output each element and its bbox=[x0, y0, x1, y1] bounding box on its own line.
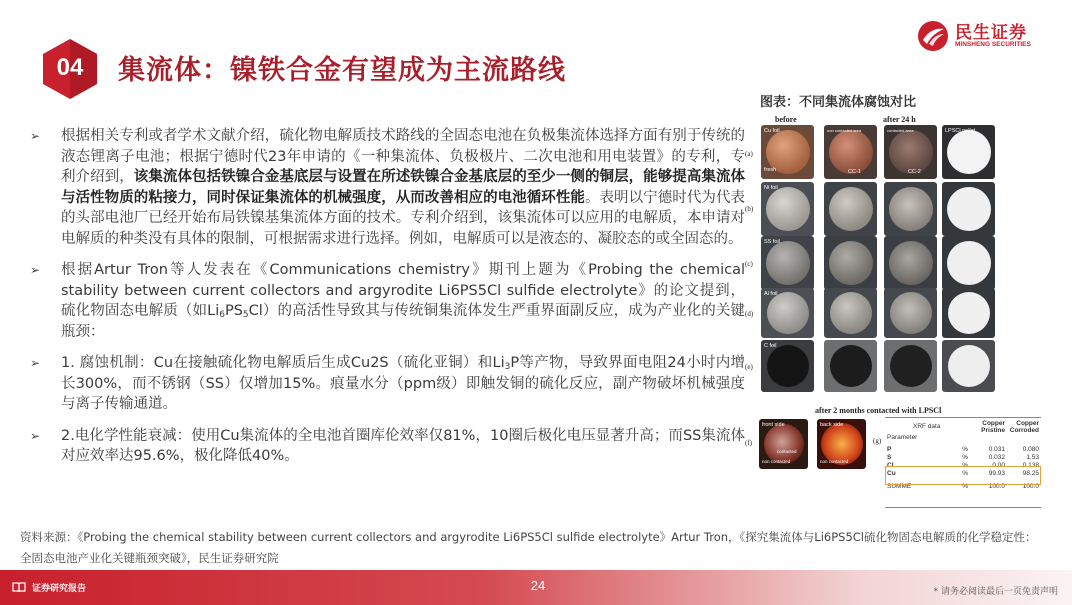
xrf-cell: 100.0 bbox=[988, 483, 1005, 490]
photo-tag: front side bbox=[762, 422, 785, 428]
xrf-cell: Cu bbox=[887, 470, 896, 477]
table-row-highlighted bbox=[885, 454, 1041, 462]
text-run: 1. 腐蚀机制：Cu在接触硫化物电解质后生成Cu2S（硫化亚铜）和Li bbox=[61, 355, 505, 371]
xrf-cell: 0.031 bbox=[988, 446, 1005, 453]
photo-tag: Ni foil bbox=[764, 185, 778, 191]
xrf-cell: 1.53 bbox=[1026, 454, 1039, 461]
disclaimer-note: * 请务必阅读最后一页免责声明 bbox=[933, 587, 1058, 597]
table-rule bbox=[885, 507, 1041, 508]
arrow-bullet-icon: ➢ bbox=[30, 129, 41, 143]
logo-text-en: MINSHENG SECURITIES bbox=[955, 41, 1031, 48]
text-run: P等产物，导致界面电阻24小时内增长300%，而不锈钢（SS）仅增加15%。痕量水分（ppm级）即触发铜的硫化反应，副产物破坏机械强度与离子传输通道。 bbox=[61, 355, 746, 412]
bold-text: 该集流体包括铁镍合金基底层与设置在所述铁镍合金基底层的至少一侧的铜层，能够提高集流体与活性物质的粘接力，同时保证集流体的机械强度，从而改善相应的电池循环性能 bbox=[61, 169, 746, 206]
photo-cu-noncontacted bbox=[824, 125, 877, 179]
xrf-cell: Cl bbox=[887, 462, 894, 469]
photo-tag: fresh bbox=[764, 167, 777, 173]
xrf-cell: SUMME bbox=[887, 483, 912, 490]
photo-tag: contacted bbox=[777, 449, 797, 454]
photo-cu-contacted bbox=[884, 125, 937, 179]
footer-bar bbox=[0, 570, 1072, 605]
subscript-text: 5 bbox=[242, 310, 249, 320]
xrf-param-label: Parameter bbox=[887, 434, 918, 441]
table-row bbox=[885, 446, 1041, 454]
xrf-header: Copper Pristine bbox=[981, 420, 1005, 434]
bullet-item bbox=[30, 353, 745, 415]
arrow-bullet-icon: ➢ bbox=[30, 263, 41, 277]
photo-al-after-1 bbox=[824, 288, 877, 338]
footer-report-label: 证券研究报告 bbox=[32, 584, 87, 594]
xrf-cell: 98.25 bbox=[1022, 470, 1039, 477]
after-2-months-label: after 2 months contacted with LPSCl bbox=[815, 406, 942, 415]
photo-tag: CC-1 bbox=[848, 169, 861, 175]
highlight-box bbox=[885, 466, 1041, 485]
photo-tag: Al foil bbox=[764, 291, 778, 297]
xrf-cell: % bbox=[962, 462, 968, 469]
bullet-item bbox=[30, 426, 745, 467]
book-icon bbox=[12, 582, 26, 593]
text-run: PS bbox=[224, 303, 243, 319]
photo-al-pellet bbox=[942, 288, 995, 338]
xrf-table-panel bbox=[873, 417, 1041, 517]
photo-f-back bbox=[817, 419, 866, 469]
bullet-item bbox=[30, 260, 745, 342]
xrf-header bbox=[960, 420, 973, 434]
logo-text-cn: 民生证券 bbox=[955, 23, 1027, 43]
brand-logo bbox=[917, 18, 1042, 54]
xrf-header: Copper Corroded bbox=[1009, 420, 1039, 434]
text-run: 根据Artur Tron等人发表在《Communications chemistry》期刊上题为《Probing the chemical stability between current collectors and argyrodite Li6PS5Cl sulfide electrolyte》的论文提到，硫化物固态电解质（如Li bbox=[61, 262, 745, 319]
photo-ni-before bbox=[761, 182, 814, 236]
photo-tag: non contacted bbox=[820, 459, 849, 464]
photo-c-after-1 bbox=[824, 340, 877, 392]
photo-tag: CC-2 bbox=[908, 169, 921, 175]
photo-al-before bbox=[761, 288, 814, 338]
photo-lpscl-pellet bbox=[942, 125, 995, 179]
photo-tag: non contacted bbox=[762, 459, 791, 464]
panel-label-f: (f) bbox=[745, 439, 752, 447]
photo-ni-after-1 bbox=[824, 182, 877, 236]
xrf-cell: % bbox=[962, 470, 968, 477]
section-number: 04 bbox=[56, 54, 84, 81]
source-note: 资料来源：《Probing the chemical stability between current collectors and argyrodite Li6PS5Cl sulfide electrolyte》Artur Tron，《探究集流体与Li6PS5Cl硫化物固态电解质的化学稳定性：全固态电池产业化关键瓶颈突破》，民生证券研究院 bbox=[20, 530, 1037, 565]
photo-c-before bbox=[761, 340, 814, 392]
xrf-cell: 0.00 bbox=[992, 462, 1005, 469]
row-label-b: (b) bbox=[745, 205, 754, 213]
photo-f-front bbox=[759, 419, 808, 469]
bullet-text bbox=[61, 262, 745, 340]
corrosion-figure bbox=[745, 112, 1045, 517]
subscript-text: 3 bbox=[504, 362, 511, 372]
photo-tag: contacted area bbox=[887, 128, 914, 133]
xrf-cell: 99.93 bbox=[988, 470, 1005, 477]
text-run: Cl）的高活性导致其与传统铜集流体发生严重界面副反应，成为产业化的关键瓶颈： bbox=[61, 303, 745, 340]
xrf-cell: % bbox=[962, 483, 968, 490]
table-header-row bbox=[885, 420, 1041, 434]
photo-tag: non contacted area bbox=[827, 128, 862, 133]
photo-c-after-2 bbox=[884, 340, 937, 392]
page-title: 集流体：镍铁合金有望成为主流路线 bbox=[118, 55, 566, 86]
row-label-c: (c) bbox=[745, 260, 753, 268]
section-badge bbox=[41, 38, 99, 100]
figure-caption: 图表：不同集流体腐蚀对比 bbox=[760, 95, 917, 110]
main-content bbox=[30, 126, 745, 478]
xrf-cell: 0.138 bbox=[1022, 462, 1039, 469]
row-label-d: (d) bbox=[745, 310, 754, 318]
photo-ni-after-2 bbox=[884, 182, 937, 236]
photo-ni-pellet bbox=[942, 182, 995, 236]
photo-tag: LPSCl pellet bbox=[945, 128, 976, 134]
bullet-text bbox=[61, 355, 745, 412]
xrf-cell: S bbox=[887, 454, 892, 461]
photo-ss-after-1 bbox=[824, 236, 877, 290]
photo-tag: C foil bbox=[764, 343, 777, 349]
xrf-cell: 0.080 bbox=[1022, 446, 1039, 453]
photo-tag: SS foil bbox=[764, 239, 780, 245]
photo-ss-pellet bbox=[942, 236, 995, 290]
photo-c-pellet bbox=[942, 340, 995, 392]
text-run: 2.电化学性能衰减：使用Cu集流体的全电池首圈库伦效率仅81%，10圈后极化电压显著升高；而SS集流体对应效率达95.6%，极化降低40%。 bbox=[61, 427, 745, 464]
table-row bbox=[885, 434, 1041, 442]
photo-tag: back side bbox=[820, 422, 844, 428]
subscript-text: 6 bbox=[219, 310, 225, 320]
xrf-cell: P bbox=[887, 446, 892, 453]
photo-al-after-2 bbox=[884, 288, 937, 338]
after-label: after 24 h bbox=[883, 115, 916, 124]
text-run: 根据相关专利或者学术文献介绍，硫化物电解质技术路线的全固态电池在负极集流体选择方面有别于传统的液态锂离子电池；根据宁德时代23年申请的《一种集流体、负极极片、二次电池和用电装置》的专利，专利介绍到， bbox=[61, 128, 745, 185]
xrf-cell: % bbox=[962, 454, 968, 461]
xrf-cell: 0.032 bbox=[988, 454, 1005, 461]
arrow-bullet-icon: ➢ bbox=[30, 428, 41, 443]
bullet-text bbox=[61, 128, 745, 247]
bullet-item bbox=[30, 126, 745, 249]
page-number: 24 bbox=[530, 578, 546, 593]
xrf-cell: % bbox=[962, 446, 968, 453]
row-label-e: (e) bbox=[745, 363, 753, 371]
photo-ss-after-2 bbox=[884, 236, 937, 290]
arrow-bullet-icon: ➢ bbox=[30, 356, 41, 370]
photo-tag: Cu foil bbox=[764, 128, 780, 134]
panel-label-g: (g) bbox=[873, 437, 882, 445]
photo-cu-before bbox=[761, 125, 814, 179]
xrf-header: XRF data bbox=[913, 423, 941, 430]
before-label: before bbox=[775, 115, 797, 124]
xrf-cell: 100.0 bbox=[1022, 483, 1039, 490]
photo-ss-before bbox=[761, 236, 814, 290]
table-rule bbox=[885, 417, 1041, 418]
text-run: 。表明以宁德时代为代表的头部电池厂已经开始布局铁镍基集流体方面的技术。专利介绍到，该集流体可以应用的电解质，本申请对电解质的种类没有具体的限制，可根据需求进行选择。例如，电解质可以是液态的、凝胶态的或全固态的。 bbox=[61, 189, 745, 247]
bullet-text bbox=[61, 428, 745, 465]
row-label-a: (a) bbox=[745, 150, 753, 158]
minsheng-logo-icon bbox=[917, 20, 949, 52]
